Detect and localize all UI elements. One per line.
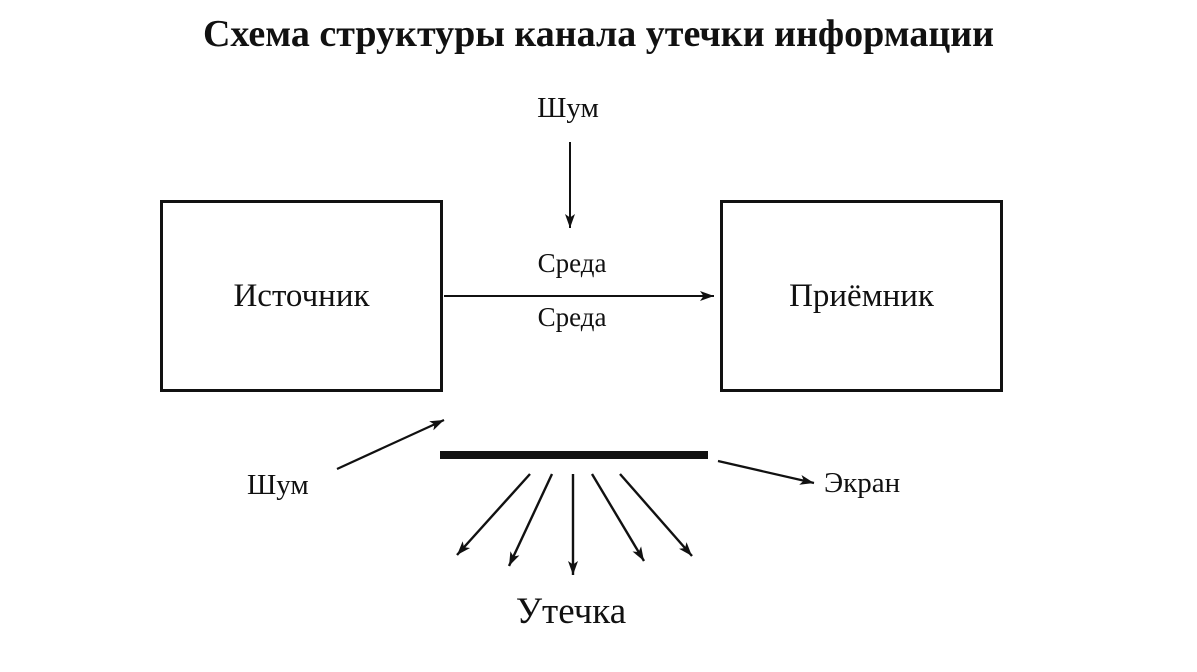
screen-arrow: [718, 461, 814, 483]
medium-below-label: Среда: [537, 302, 607, 332]
screen-label: Экран: [824, 467, 901, 499]
diagram-title: Схема структуры канала утечки информации: [202, 13, 995, 55]
source-box: [160, 200, 443, 392]
noise-top-label: Шум: [537, 92, 599, 124]
medium-above-label: Среда: [537, 248, 607, 278]
receiver-box: [720, 200, 1003, 392]
receiver-box-label: Приёмник: [789, 277, 934, 314]
noise-bottom-arrow: [337, 420, 444, 469]
leak-arrow-5: [620, 474, 692, 556]
leak-arrow-4: [592, 474, 644, 561]
noise-bottom-label: Шум: [247, 469, 309, 501]
leak-label: Утечка: [515, 591, 627, 632]
source-box-label: Источник: [233, 277, 370, 314]
leak-arrow-2: [509, 474, 552, 566]
